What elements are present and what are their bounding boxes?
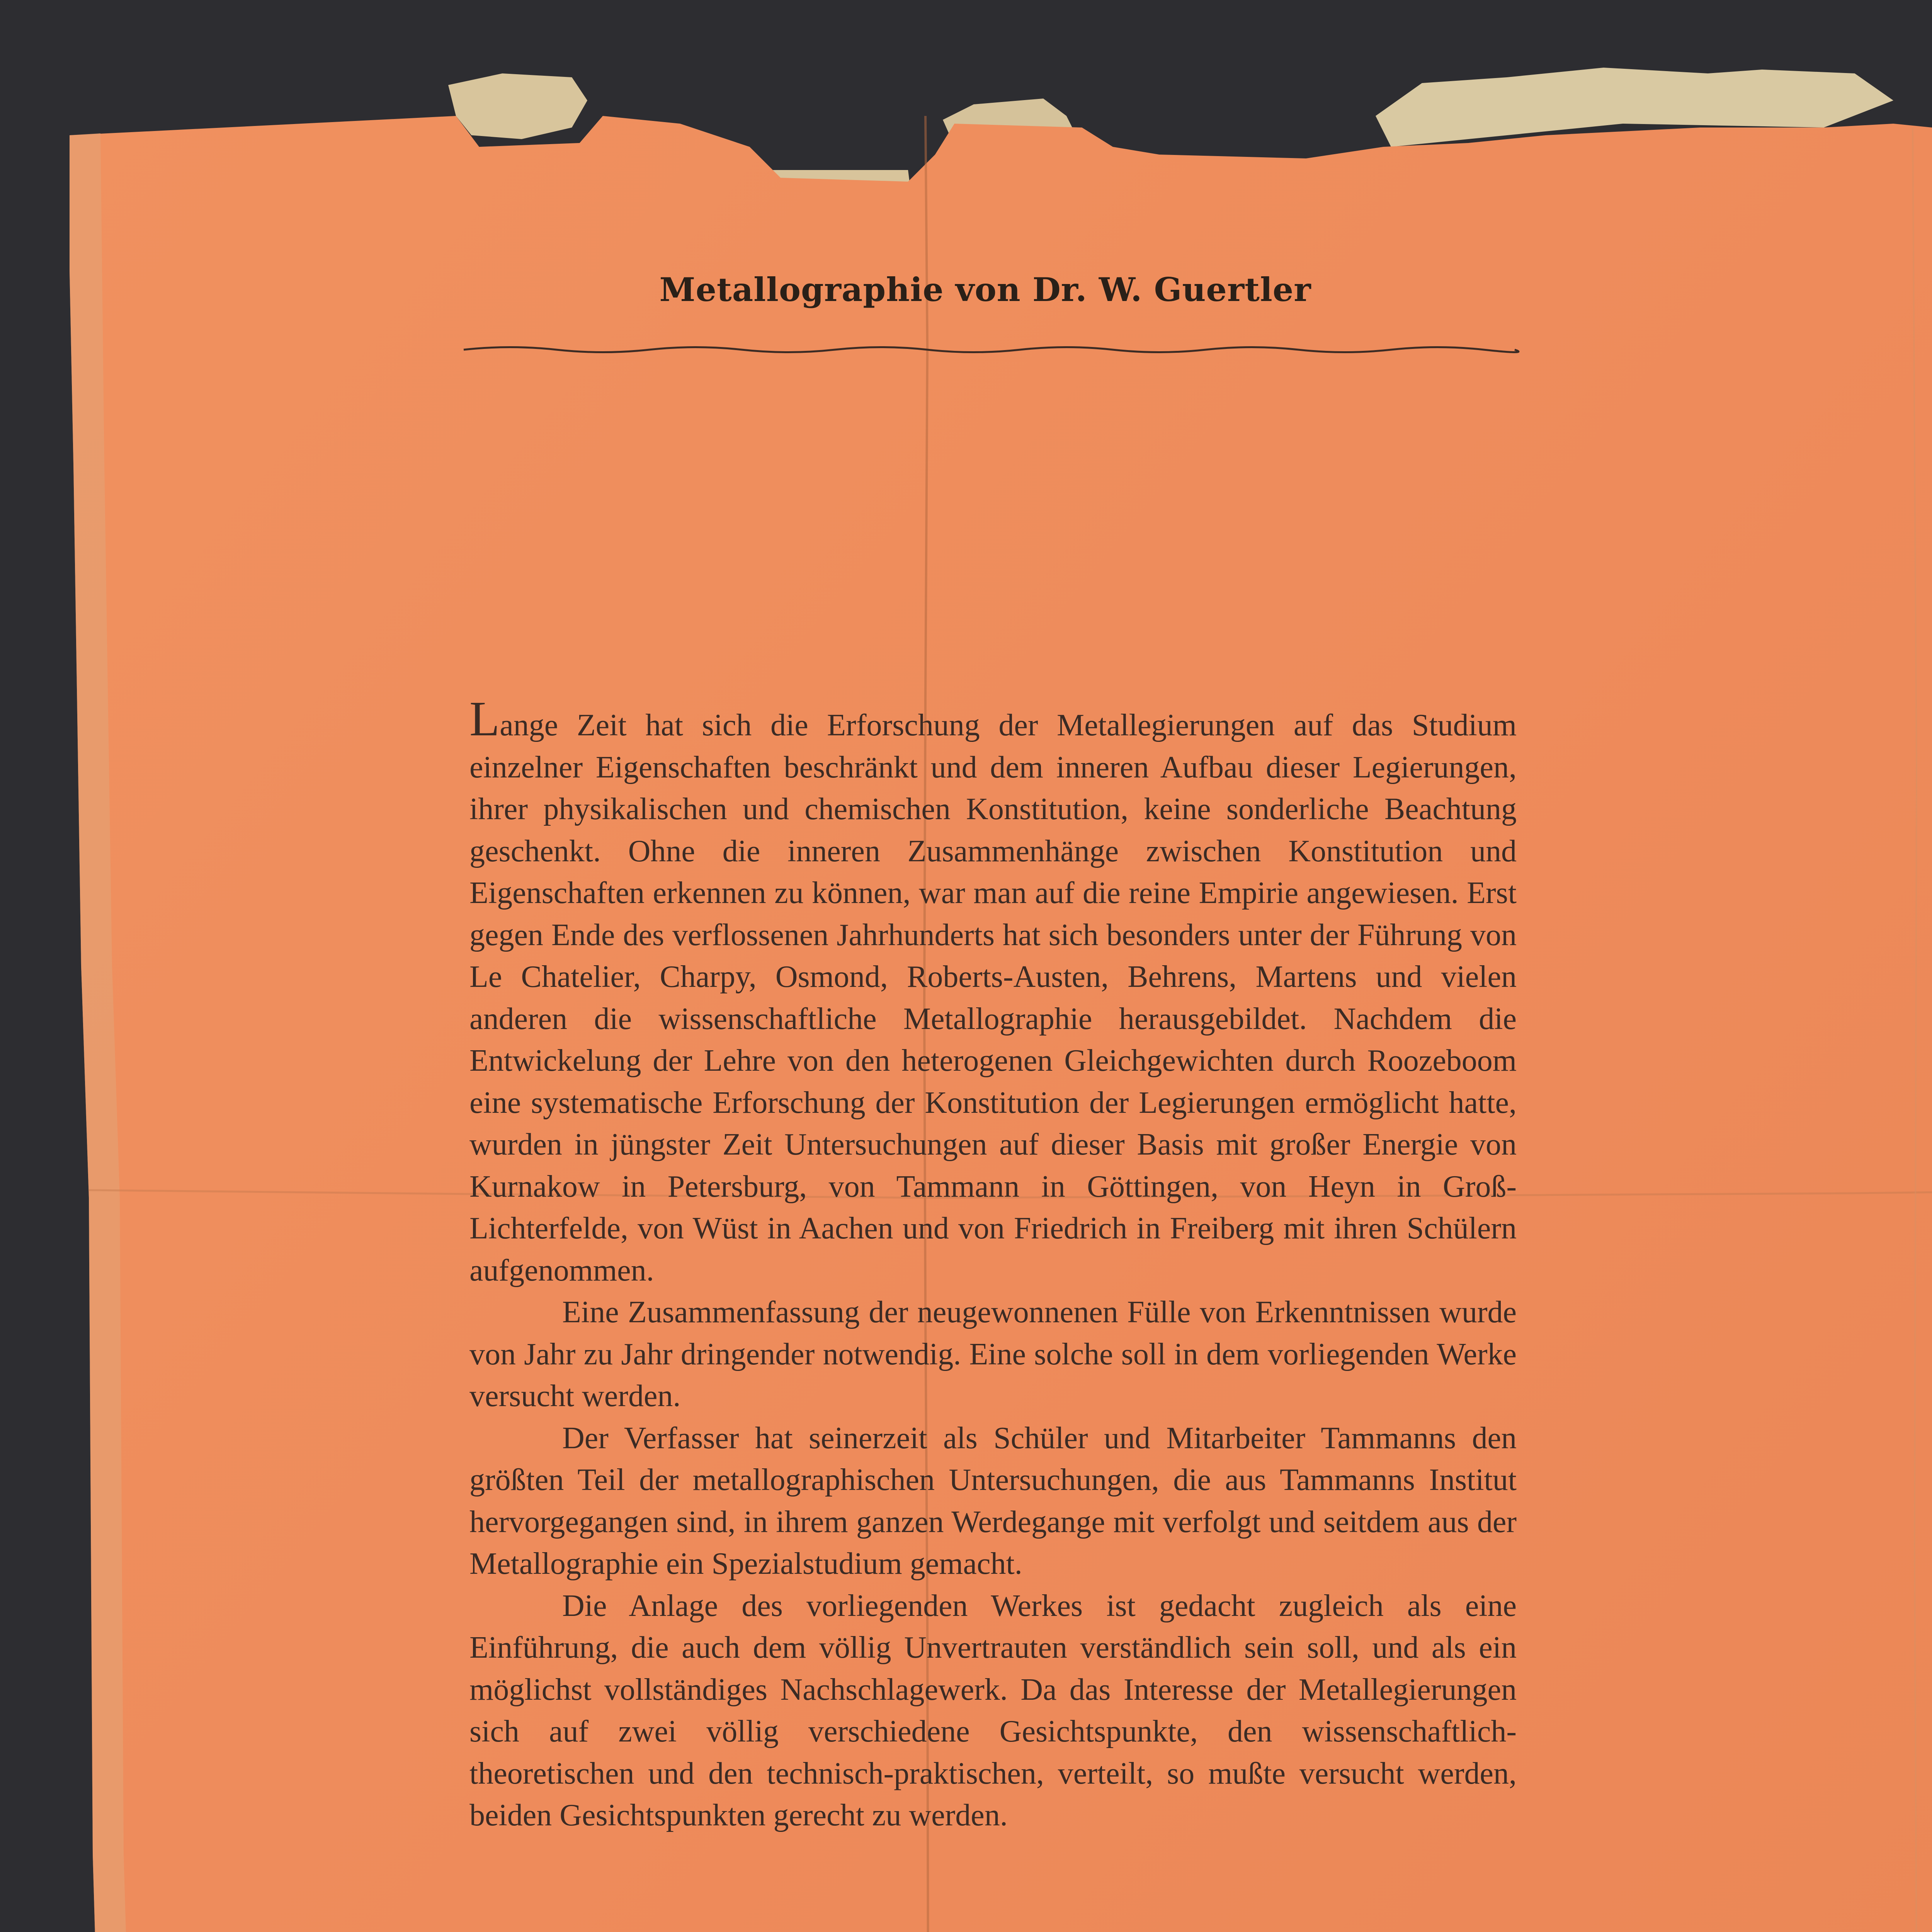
paragraph-4: Die Anlage des vorliegenden Werkes ist gedacht zugleich als eine Einführung, die auch dem völlig Unvertrauten verständlich sein soll, und als ein möglichst vollständiges Nachschlagewerk. Da das Interesse der Metallegierungen sich auf zwei völlig verschiedene Gesichtspunkte, den wissenschaftlich-theoretischen und den technisch-praktischen, verteilt, so mußte versucht werden, beiden Gesichtspunkten gerecht zu werden. bbox=[469, 1588, 1517, 1832]
paragraph-1 bbox=[469, 691, 1517, 1291]
paragraph-1-text: ange Zeit hat sich die Erforschung der Metallegierungen auf das Studium einzelner Eigenschaften beschränkt und dem inneren Aufbau dieser Legierungen, ihrer physikalischen und chemischen Konstitution, keine sonderliche Beachtung geschenkt. Ohne die inneren Zusammenhänge zwischen Konstitution und Eigenschaften erkennen zu können, war man auf die reine Empirie angewiesen. Erst gegen Ende des verflossenen Jahrhunderts hat sich besonders unter der Führung von Le Chatelier, Charpy, Osmond, Roberts-Austen, Behrens, Martens und vielen anderen die wissenschaftliche Metallographie herausgebildet. Nachdem die Entwickelung der Lehre von den heterogenen Gleichgewichten durch Roozeboom eine systematische Erforschung der Konstitution der Legierungen ermöglicht hatte, wurden in jüngster Zeit Untersuchungen auf dieser Basis mit großer Energie von Kurnakow in Petersburg, von Tammann in Göttingen, von Heyn in Groß-Lichterfelde, von Wüst in Aachen und von Friedrich in Freiberg mit ihren Schülern aufgenommen. bbox=[469, 708, 1517, 1287]
paragraph-2: Eine Zusammenfassung der neugewonnenen Fülle von Erkenntnissen wurde von Jahr zu Jahr dringender notwendig. Eine solche soll in dem vorliegenden Werke versucht werden. bbox=[469, 1295, 1517, 1413]
body-text bbox=[469, 691, 1517, 1837]
torn-edge-left bbox=[448, 73, 587, 139]
drop-cap: L bbox=[469, 691, 500, 746]
running-header: Metallographie von Dr. W. Guertler bbox=[659, 270, 1311, 309]
paragraph-3: Der Verfasser hat seinerzeit als Schüler und Mitarbeiter Tammanns den größten Teil der metallographischen Untersuchungen, die aus Tammanns Institut hervorgegangen sind, in ihrem ganzen Werdegange mit verfolgt und seitdem aus der Metallographie ein Spezialstudium gemacht. bbox=[469, 1421, 1517, 1581]
